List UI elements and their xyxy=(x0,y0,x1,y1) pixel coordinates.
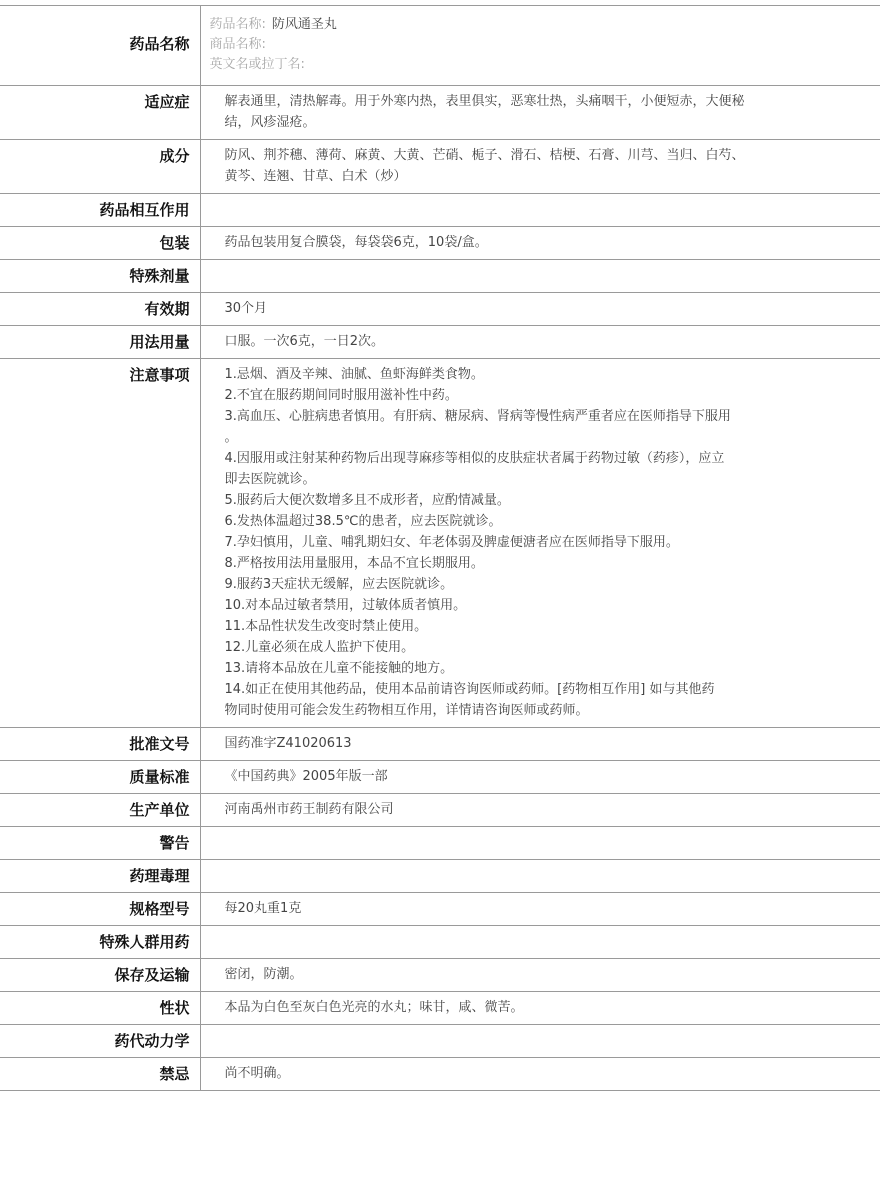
row-spec xyxy=(0,893,880,926)
row-package xyxy=(0,227,880,260)
row-validity xyxy=(0,293,880,326)
value-spec: 每20丸重1克 xyxy=(200,893,880,926)
drug-name-line xyxy=(210,15,791,35)
value-usage: 口服。一次6克，一日2次。 xyxy=(200,326,880,359)
label-warning: 警告 xyxy=(0,827,200,860)
precaution-line: 1.忌烟、酒及辛辣、油腻、鱼虾海鲜类食物。 xyxy=(224,367,484,382)
label-package: 包装 xyxy=(0,227,200,260)
row-interaction xyxy=(0,194,880,227)
ingredients-line: 黄芩、连翘、甘草、白术（炒） xyxy=(224,169,407,184)
row-contraindication xyxy=(0,1058,880,1091)
value-precautions xyxy=(200,359,880,728)
value-contraindication: 尚不明确。 xyxy=(200,1058,880,1091)
row-ingredients xyxy=(0,140,880,194)
label-indication: 适应症 xyxy=(0,86,200,140)
value-manufacturer: 河南禹州市药王制药有限公司 xyxy=(200,794,880,827)
english-name-key: 英文名或拉丁名: xyxy=(209,57,305,72)
label-precautions: 注意事项 xyxy=(0,359,200,728)
precaution-line: 5.服药后大便次数增多且不成形者，应酌情减量。 xyxy=(224,493,510,508)
value-approval: 国药准字Z41020613 xyxy=(200,728,880,761)
label-pharmacology: 药理毒理 xyxy=(0,860,200,893)
value-indication xyxy=(200,86,880,140)
row-pharmacology xyxy=(0,860,880,893)
row-appearance xyxy=(0,992,880,1025)
english-name-line xyxy=(210,55,791,75)
label-standard: 质量标准 xyxy=(0,761,200,794)
row-special-population xyxy=(0,926,880,959)
label-special-dose: 特殊剂量 xyxy=(0,260,200,293)
value-validity: 30个月 xyxy=(200,293,880,326)
trade-name-line xyxy=(210,35,791,55)
precaution-line: 2.不宜在服药期间同时服用滋补性中药。 xyxy=(224,388,458,403)
label-spec: 规格型号 xyxy=(0,893,200,926)
drug-info-table xyxy=(0,5,880,1091)
row-usage xyxy=(0,326,880,359)
precaution-line: 7.孕妇慎用，儿童、哺乳期妇女、年老体弱及脾虚便溏者应在医师指导下服用。 xyxy=(224,535,679,550)
precaution-line: 12.儿童必须在成人监护下使用。 xyxy=(224,640,415,655)
precaution-line: 14.如正在使用其他药品，使用本品前请咨询医师或药师。[药物相互作用] 如与其他药 xyxy=(224,682,715,697)
row-approval xyxy=(0,728,880,761)
row-storage xyxy=(0,959,880,992)
drug-name-key: 药品名称: xyxy=(209,17,266,32)
value-appearance: 本品为白色至灰白色光亮的水丸；味甘，咸、微苦。 xyxy=(200,992,880,1025)
label-storage: 保存及运输 xyxy=(0,959,200,992)
label-pharmacokinetics: 药代动力学 xyxy=(0,1025,200,1058)
precaution-line: 6.发热体温超过38.5℃的患者，应去医院就诊。 xyxy=(224,514,502,529)
precaution-line: 。 xyxy=(224,430,238,445)
label-interaction: 药品相互作用 xyxy=(0,194,200,227)
row-warning xyxy=(0,827,880,860)
precaution-line: 4.因服用或注射某种药物后出现荨麻疹等相似的皮肤症状者属于药物过敏（药疹），应立 xyxy=(224,451,725,466)
row-standard xyxy=(0,761,880,794)
label-ingredients: 成分 xyxy=(0,140,200,194)
value-pharmacology xyxy=(200,860,880,893)
precaution-line: 8.严格按用法用量服用，本品不宜长期服用。 xyxy=(224,556,484,571)
precaution-line: 9.服药3天症状无缓解，应去医院就诊。 xyxy=(224,577,454,592)
row-special-dose xyxy=(0,260,880,293)
value-special-population xyxy=(200,926,880,959)
row-drug-name xyxy=(0,6,880,86)
row-pharmacokinetics xyxy=(0,1025,880,1058)
value-storage: 密闭，防潮。 xyxy=(200,959,880,992)
label-usage: 用法用量 xyxy=(0,326,200,359)
value-interaction xyxy=(200,194,880,227)
label-appearance: 性状 xyxy=(0,992,200,1025)
row-indication xyxy=(0,86,880,140)
label-drug-name: 药品名称 xyxy=(0,6,200,86)
ingredients-line: 防风、荆芥穗、薄荷、麻黄、大黄、芒硝、栀子、滑石、桔梗、石膏、川芎、当归、白芍、 xyxy=(224,148,745,163)
trade-name-key: 商品名称: xyxy=(209,37,266,52)
indication-line: 解表通里，清热解毒。用于外寒内热，表里俱实，恶寒壮热，头痛咽干，小便短赤，大便秘 xyxy=(224,94,745,109)
precaution-line: 物同时使用可能会发生药物相互作用，详情请咨询医师或药师。 xyxy=(224,703,589,718)
drug-name-value: 防风通圣丸 xyxy=(271,17,337,32)
precaution-line: 即去医院就诊。 xyxy=(224,472,316,487)
label-validity: 有效期 xyxy=(0,293,200,326)
value-package: 药品包装用复合膜袋，每袋袋6克，10袋/盒。 xyxy=(200,227,880,260)
label-manufacturer: 生产单位 xyxy=(0,794,200,827)
value-special-dose xyxy=(200,260,880,293)
row-manufacturer xyxy=(0,794,880,827)
precaution-line: 13.请将本品放在儿童不能接触的地方。 xyxy=(224,661,454,676)
row-precautions xyxy=(0,359,880,728)
drug-name-cell xyxy=(200,6,880,86)
label-special-population: 特殊人群用药 xyxy=(0,926,200,959)
value-pharmacokinetics xyxy=(200,1025,880,1058)
precaution-line: 3.高血压、心脏病患者慎用。有肝病、糖尿病、肾病等慢性病严重者应在医师指导下服用 xyxy=(224,409,731,424)
label-approval: 批准文号 xyxy=(0,728,200,761)
value-ingredients xyxy=(200,140,880,194)
precaution-line: 10.对本品过敏者禁用，过敏体质者慎用。 xyxy=(224,598,467,613)
value-warning xyxy=(200,827,880,860)
value-standard: 《中国药典》2005年版一部 xyxy=(200,761,880,794)
label-contraindication: 禁忌 xyxy=(0,1058,200,1091)
indication-line: 结，风疹湿疮。 xyxy=(224,115,316,130)
precaution-line: 11.本品性状发生改变时禁止使用。 xyxy=(224,619,428,634)
